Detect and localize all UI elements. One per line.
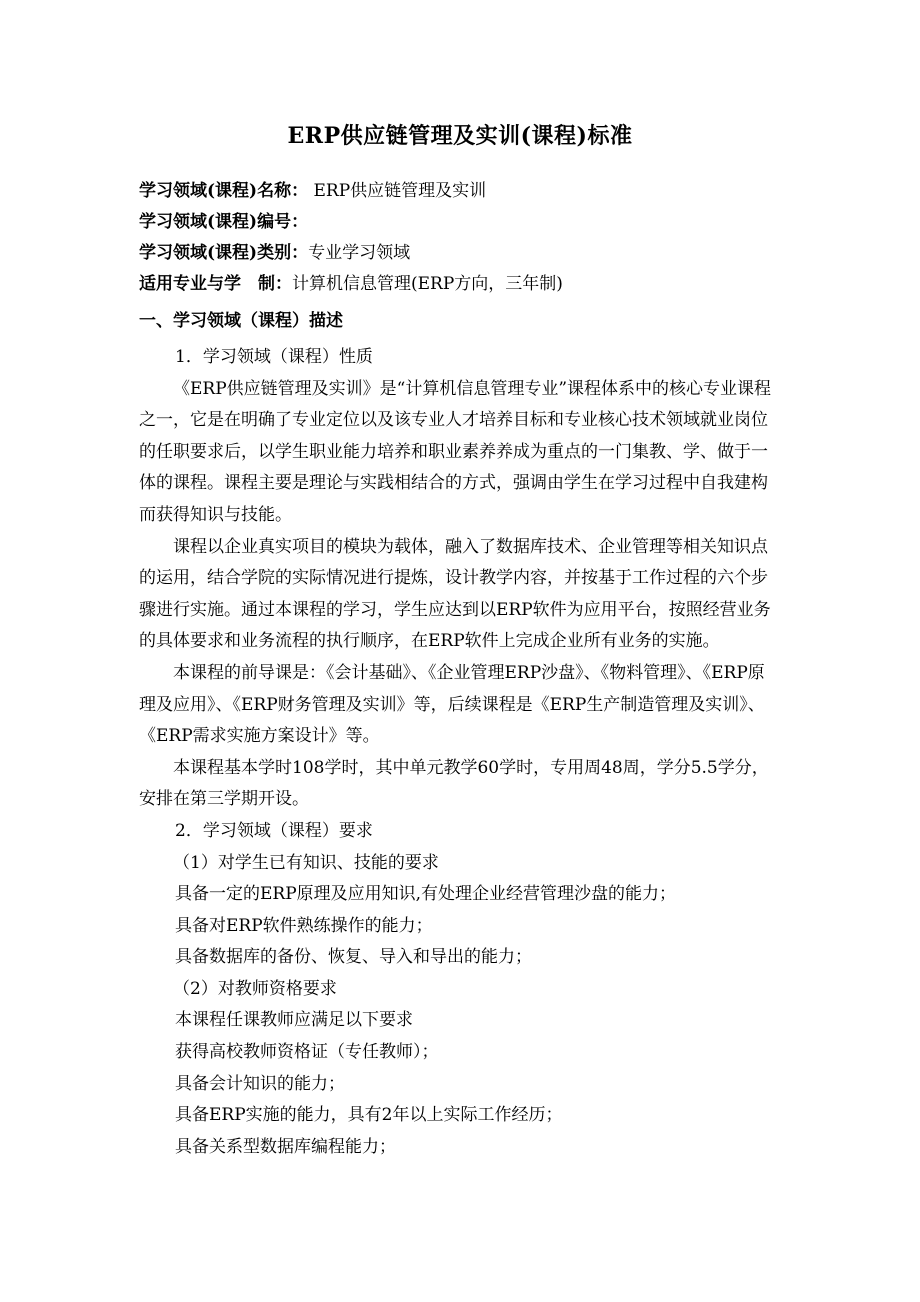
meta-row-course-name	[139, 176, 789, 207]
document-body	[139, 342, 779, 1163]
section-heading-description: 一、学习领域（课程）描述	[139, 311, 343, 331]
meta-row-major	[139, 269, 789, 300]
meta-value: 专业学习领域	[308, 243, 411, 263]
meta-label: 学习领域(课程)编号：	[139, 212, 309, 232]
requirement-heading-teachers: （2）对教师资格要求	[173, 978, 337, 999]
meta-row-course-category	[139, 238, 789, 269]
meta-label: 学习领域(课程)类别：	[139, 243, 309, 263]
meta-value: ERP供应链管理及实训	[308, 181, 487, 201]
meta-label: 适用专业与学 制：	[139, 274, 292, 294]
list-item: 获得高校教师资格证（专任教师）；	[175, 1042, 439, 1063]
list-item: 本课程任课教师应满足以下要求	[175, 1010, 413, 1031]
meta-row-course-code	[139, 207, 789, 238]
list-item: 具备对ERP软件熟练操作的能力；	[175, 915, 433, 936]
paragraph: 本课程基本学时108学时，其中单元教学60学时，专用周48周，学分5.5学分，安排在第三学期开设。	[139, 757, 769, 810]
document-title: ERP供应链管理及实训(课程)标准	[287, 123, 633, 149]
subsection-heading-nature: 1．学习领域（课程）性质	[175, 347, 373, 367]
list-item: 具备一定的ERP原理及应用知识,有处理企业经营管理沙盘的能力；	[175, 884, 677, 905]
list-item: 具备关系型数据库编程能力；	[175, 1136, 396, 1157]
meta-value: 计算机信息管理(ERP方向，三年制)	[292, 274, 563, 294]
list-item: 具备会计知识的能力；	[175, 1073, 345, 1094]
paragraph: 《ERP供应链管理及实训》是“计算机信息管理专业”课程体系中的核心专业课程之一，它是在明确了专业定位以及该专业人才培养目标和专业核心技术领域就业岗位的任职要求后，以学生职业能力培养和职业素养养成为重点的一门集教、学、做于一体的课程。课程主要是理论与实践相结合的方式，强调由学生在学习过程中自我建构而获得知识与技能。	[139, 378, 772, 525]
list-item: 具备数据库的备份、恢复、导入和导出的能力；	[175, 947, 532, 968]
list-item: 具备ERP实施的能力，具有2年以上实际工作经历；	[175, 1105, 563, 1126]
paragraph: 课程以企业真实项目的模块为载体，融入了数据库技术、企业管理等相关知识点的运用，结合学院的实际情况进行提炼，设计教学内容，并按基于工作过程的六个步骤进行实施。通过本课程的学习，学生应达到以ERP软件为应用平台，按照经营业务的具体要求和业务流程的执行顺序，在ERP软件上完成企业所有业务的实施。	[139, 536, 771, 652]
meta-label: 学习领域(课程)名称：	[139, 181, 309, 201]
requirement-heading-students: （1）对学生已有知识、技能的要求	[173, 852, 439, 873]
subsection-heading-requirements: 2．学习领域（课程）要求	[175, 820, 373, 841]
course-meta	[139, 176, 789, 300]
paragraph: 本课程的前导课是：《会计基础》、《企业管理ERP沙盘》、《物料管理》、《ERP原理及应用》、《ERP财务管理及实训》等，后续课程是《ERP生产制造管理及实训》、《ERP需求实施方案设计》等。	[139, 662, 765, 747]
